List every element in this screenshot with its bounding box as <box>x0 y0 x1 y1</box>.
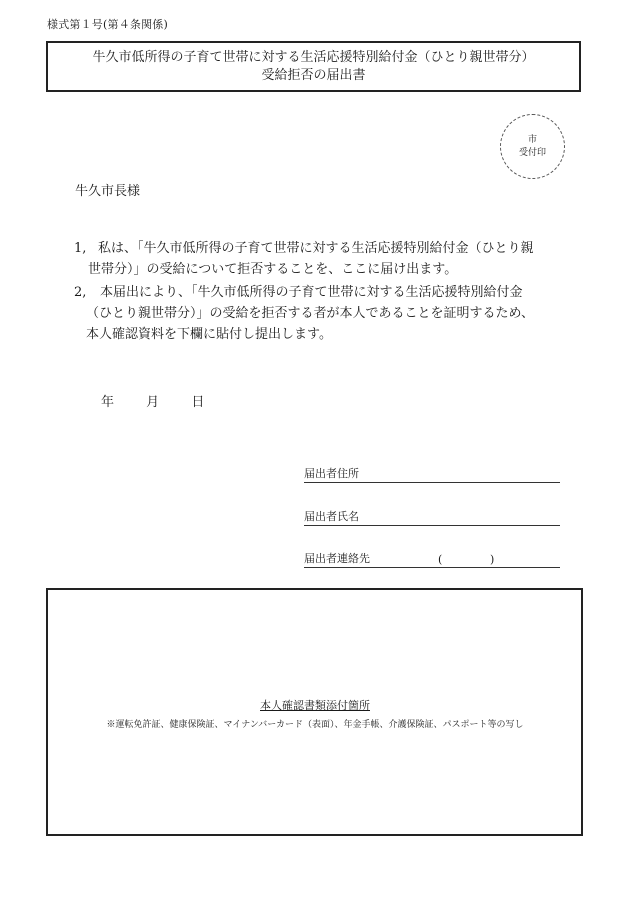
clause-1-number: 1, <box>74 241 87 256</box>
stamp-line1: 市 <box>527 134 537 145</box>
reception-stamp-area <box>500 114 565 179</box>
name-label: 届出者氏名 <box>304 510 359 523</box>
clause-1 <box>74 238 594 280</box>
clause-1-line2: 世帯分）」の受給について拒否することを、ここに届け出ます。 <box>88 262 458 277</box>
attachment-note: ※運転免許証、健康保険証、マイナンバーカード（表面）、年金手帳、介護保険証、パスポート等の写し <box>106 720 524 730</box>
clause-2-line1: 本届出により、「牛久市低所得の子育て世帯に対する生活応援特別給付金 <box>100 285 523 300</box>
date-year: 年 <box>101 395 115 410</box>
address-label: 届出者住所 <box>304 467 359 480</box>
date-day: 日 <box>191 395 205 410</box>
form-number-label: 様式第１号(第４条関係) <box>47 18 168 31</box>
clause-1-line1: 私は、「牛久市低所得の子育て世帯に対する生活応援特別給付金（ひとり親 <box>98 241 534 256</box>
name-field[interactable] <box>304 509 560 526</box>
contact-paren-open: ( <box>438 553 443 566</box>
address-field[interactable] <box>304 466 560 483</box>
clause-2-line2: （ひとり親世帯分）」の受給を拒否する者が本人であることを証明するため、 <box>86 306 534 321</box>
clause-2 <box>74 282 594 345</box>
contact-label: 届出者連絡先 <box>304 552 370 565</box>
contact-field[interactable] <box>304 551 560 568</box>
addressee: 牛久市長様 <box>75 184 141 199</box>
clause-2-line3: 本人確認資料を下欄に貼付し提出します。 <box>86 327 332 342</box>
attachment-title: 本人確認書類添付箇所 <box>260 699 370 712</box>
date-row <box>101 391 204 410</box>
contact-paren-close: ) <box>490 553 495 566</box>
document-title-line1: 牛久市低所得の子育て世帯に対する生活応援特別給付金（ひとり親世帯分） <box>92 49 535 65</box>
clause-2-number: 2, <box>74 285 87 300</box>
title-box <box>46 41 581 92</box>
document-title-line2: 受給拒否の届出書 <box>261 67 366 83</box>
date-month: 月 <box>146 395 160 410</box>
stamp-line2: 受付印 <box>518 147 546 158</box>
